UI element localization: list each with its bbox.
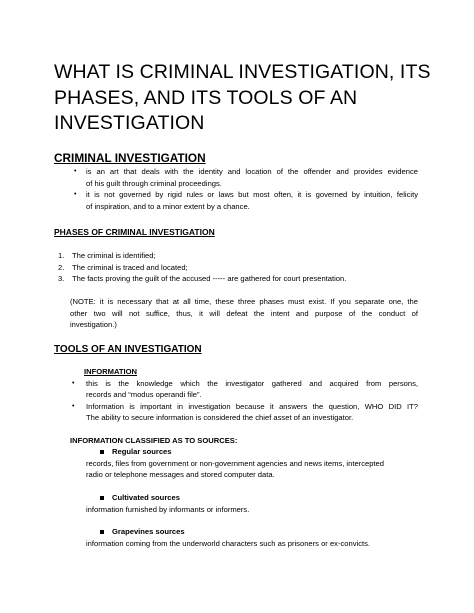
- square-bullet-icon: [100, 450, 104, 454]
- cultivated-sources-label: Cultivated sources: [112, 493, 180, 502]
- phase-number-2: 2.: [58, 262, 65, 272]
- subheading-information: INFORMATION: [84, 367, 138, 376]
- regular-sources-line2: radio or telephone messages and stored computer data.: [86, 470, 275, 479]
- bullet-icon: •: [72, 402, 75, 410]
- section-heading-criminal-investigation: CRIMINAL INVESTIGATION: [54, 151, 206, 165]
- bullet-icon: •: [72, 379, 75, 387]
- title-line-1: WHAT IS CRIMINAL INVESTIGATION, ITS: [54, 61, 431, 83]
- phase-number-1: 1.: [58, 251, 65, 260]
- section1-bullet1-line2: of his guilt through criminal proceedings.: [86, 178, 222, 188]
- note-line-3: investigation.): [70, 320, 117, 329]
- info-bullet2-line1: Information is important in investigation because it answers the question, WHO DID IT?: [86, 401, 418, 411]
- phase-text-1: The criminal is identified;: [72, 251, 156, 260]
- square-bullet-icon: [100, 530, 104, 534]
- regular-sources-label: Regular sources: [112, 447, 172, 456]
- info-bullet1-line1: this is the knowledge which the investigator gathered and acquired from persons,: [86, 378, 418, 388]
- section1-bullet2-line2: of inspiration, and to a minor extent by a chance.: [86, 201, 250, 211]
- title-line-2: PHASES, AND ITS TOOLS OF AN: [54, 86, 358, 109]
- grapevine-sources-line1: information coming from the underworld characters such as prisoners or ex-convicts.: [86, 538, 371, 548]
- info-bullet2-line2: The ability to secure information is considered the chief asset of an investigator.: [86, 413, 354, 422]
- note-line-1: (NOTE: it is necessary that at all time, these three phases must exist. If you separate one, the: [70, 297, 418, 306]
- section1-bullet1-line1: is an art that deals with the identity and location of the offender and provides evidence: [86, 167, 418, 176]
- page-title: [54, 60, 434, 137]
- title-line-3: INVESTIGATION: [54, 112, 205, 134]
- regular-sources-line1: records, files from government or non-government agencies and news items, intercepted: [86, 458, 384, 468]
- grapevine-sources-label: Grapevines sources: [112, 527, 185, 536]
- classified-heading: INFORMATION CLASSIFIED AS TO SOURCES:: [70, 436, 238, 445]
- square-bullet-icon: [100, 496, 104, 500]
- phase-text-2: The criminal is traced and located;: [72, 262, 188, 272]
- phase-text-3: The facts proving the guilt of the accused ----- are gathered for court presentation.: [72, 274, 347, 283]
- note-line-2: other two will not suffice, thus, it will defeat the intent and purpose of the conduct of: [70, 308, 418, 318]
- bullet-icon: •: [74, 168, 77, 175]
- cultivated-sources-line1: information furnished by informants or informers.: [86, 504, 250, 514]
- section1-bullet2-line1: it is not governed by rigid rules or laws but most often, it is governed by intuition, felicity: [86, 190, 418, 199]
- section-heading-phases: PHASES OF CRIMINAL INVESTIGATION: [54, 227, 215, 237]
- phase-number-3: 3.: [58, 274, 65, 283]
- bullet-icon: •: [74, 191, 77, 198]
- info-bullet1-line2: records and “modus operandi file”.: [86, 390, 202, 399]
- section-heading-tools: TOOLS OF AN INVESTIGATION: [54, 344, 202, 355]
